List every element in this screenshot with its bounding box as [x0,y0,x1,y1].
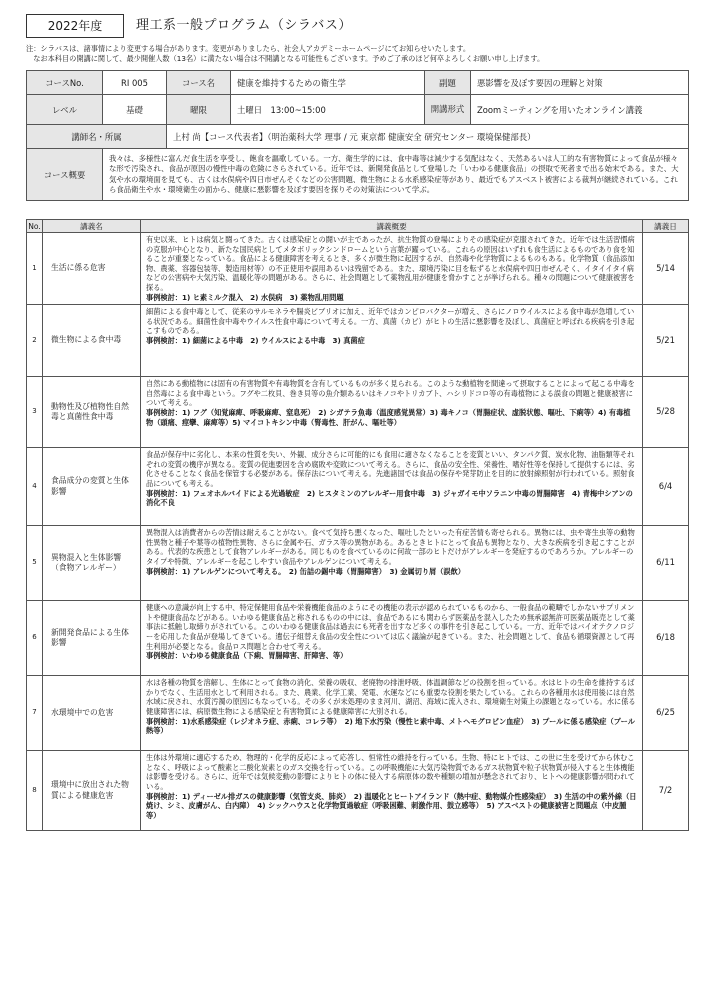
lecture-row [27,526,689,601]
note-line: 注：シラバスは、諸事情により変更する場合があります。変更がありましたら、社会人アカデミーホームページにてお知らせいたします。 [26,44,471,53]
lecture-overview [141,448,643,526]
year-label: 2022年度 [26,14,124,38]
lecture-title: 異物混入と生体影響（食物アレルギー） [43,526,141,601]
lecture-no: 8 [27,751,43,831]
course-format: Zoomミーティングを用いたオンライン講義 [471,95,689,125]
lecture-row [27,377,689,448]
lecture-title: 新開発食品による生体影響 [43,601,141,676]
lecture-row [27,305,689,377]
lecture-text: 異物混入は消費者からの苦情は耐えることがない。食べて気持ち悪くなった、嘔吐したといった有症苦情も寄せられる。異物には、虫や寄生虫等の動物性異物と種子や葉等の植物性異物、さらに金属や石、ガラス等の異物がある。あるときヒトにとって食品も異物となり、大きな疾病を引き起こすことがある。代表的な疾患として食物アレルギーがある。同じものを食べているのに何故一部のヒトだけがアレルギーを発症するのであろうか。アレルギーのタイプや特徴、アレルギーを起こしやすい食品やアレルゲンについて考える。 [146,528,635,566]
lecture-title: 動物性及び植物性自然毒と真菌性食中毒 [43,377,141,448]
lecture-cases: 事例検討：1) フグ（知覚麻痺、呼吸麻痺、窒息死） 2) シガテラ魚毒（温度感覚異常）3) 毒キノコ（胃腸症状、虚脱状態、嘔吐、下痢等）4) 有毒植物（頭痛、痙攣、麻痺等）5) マイコトキシン中毒（腎毒性、肝がん、嘔吐等） [146,407,631,427]
lecture-text: 食品が保存中に劣化し、本来の性質を失い、外観、成分さらに可能的にも食用に適さなくなることを変質といい、タンパク質、炭水化物、油脂類等それぞれの変質の機序が異なる。変質の促進要因を含め腐敗や変敗について考える。さらに、食品の安全性、栄養性、嗜好性等を保持して提供するには、劣化させることなく食品を保管する必要がある。保存法について考える。先進諸国では食品の保存や発芽防止を目的に放射線照射が行われている。照射食品についても考える。 [146,450,635,488]
course-day: 土曜日 13:00~15:00 [231,95,425,125]
notes [26,44,690,64]
no-header: No. [28,221,41,231]
lecture-title: 水環境中での危害 [43,676,141,751]
lecture-cases: 事例検討：いわゆる健康食品（下痢、胃腸障害、肝障害、等） [146,651,348,661]
lecture-title: 環境中に放出された物質による健康危害 [43,751,141,831]
lecture-row [27,676,689,751]
lecture-title: 微生物による食中毒 [43,305,141,377]
lecture-date: 6/18 [643,601,689,676]
lecture-no: 1 [27,233,43,305]
instructor-label: 講師名・所属 [27,125,167,149]
lecture-text: 水は各種の物質を溶解し、生体にとって食物の消化、栄養の吸収、老廃物の排泄呼吸、体温調節などの役割を担っている。水はヒトの生命を維持するばかりでなく、生活用水として利用される。また、農業、化学工業、発電、水運などにも重要な役割を果たしている。これらの各種用水は使用後には自然水域に戻され、水質汚濁の原因にもなっている。その多くが未処理のまま河川、湖沼、海域に流入され、環境衛生対策上の課題となっている。水に係る健康障害には、病原微生物による感染症と有害物質による健康障害に大別される。 [146,678,636,716]
lecture-row [27,751,689,831]
lecture-date: 6/25 [643,676,689,751]
format-label: 開講形式 [425,95,471,125]
lecture-cases: 事例検討：1)水系感染症（レジオネラ症、赤痢、コレラ等） 2) 地下水汚染（慢性ヒ素中毒、メトヘモグロビン血症） 3) プールに係る感染症（プール熱等） [146,716,635,736]
lecture-no: 2 [27,305,43,377]
lecture-overview [141,601,643,676]
lecture-overview [141,233,643,305]
course-name: 健康を維持するための衛生学 [231,71,425,95]
lecture-cases: 事例検討：1) ヒ素ミルク混入 2) 水俣病 3) 薬物乱用問題 [146,292,344,302]
overview-header: 講義概要 [141,220,643,233]
lecture-no: 5 [27,526,43,601]
lecture-overview [141,305,643,377]
lecture-date: 7/2 [643,751,689,831]
lecture-date: 5/14 [643,233,689,305]
lecture-text: 健康への意識が向上する中、特定保健用食品や栄養機能食品のようにその機能の表示が認められているものから、一般食品の範疇でしかないサプリメントや健康食品などがある。いわゆる健康食品と称されるものの中には、食品であるにも関わらず医薬品を混入したため無承認無許可医薬品販売として薬事法に抵触し取締りがされている。このいわゆる健康食品は過去にも死者を出すなど多くの事件を引き起こしている。一方、近年ではバイオテクノロジーを応用した食品が登場してきている。遺伝子組替え食品の安全性については広く議論が起きている。また、社会問題として、食品も循環資源として再生利用が必要となる。食品ロス問題と合わせて考える。 [146,603,635,651]
lecture-cases: 事例検討：1) アレルゲンについて考える。 2) 缶詰の錫中毒（胃腸障害） 3) 金属切り屑（誤飲） [146,566,465,576]
course-subtitle: 悪影響を及ぼす要因の理解と対策 [471,71,689,95]
lecture-no: 3 [27,377,43,448]
instructor: 上村 尚【コース代表者】（明治薬科大学 理事 / 元 東京都 健康安全 研究センター 環境保健部長） [167,125,689,149]
lecture-no: 6 [27,601,43,676]
lecture-cases: 事例検討：1) ディーゼル排ガスの健康影響（気管支炎、肺炎） 2) 温暖化とヒートアイランド（熱中症、動物媒介性感染症） 3) 生活の中の紫外線（日焼け、シミ、皮膚がん、白内障） 4) シックハウスと化学物質過敏症（呼吸困難、刺激作用、鼓立感等） 5) アスベストの健康被害と問題点（中皮腫等） [146,791,637,820]
course-overview: 我々は、多様性に富んだ食生活を享受し、飽食を謳歌している。一方、衛生学的には、食中毒等は減少する気配はなく、天然あるいは人工的な有害物質によって食品が様々な形で汚染され、食品が原因の慢性中毒の危険にさらされている。近年では、新開発食品として登場した「いわゆる健康食品」の摂取で死者まで出る始末である。また、大気や水の環境面を見ても、古くは水俣病や四日市ぜんそくなどの公害問題、微生物による水系感染症等があり、最近でもアスベスト被害による裁判が継続されている。これら食品衛生や水・環境衛生の面から、健康に悪影響を及ぼす要因を探りその対策法について学ぶ。 [103,149,689,201]
lecture-cases: 事例検討：1) フェオホルバイドによる光過敏症 2) ヒスタミンのアレルギー用食中毒 3) ジャガイモ中ソラニン中毒の胃腸障害 4) 青梅中シアンの消化不良 [146,488,633,508]
lecture-overview [141,526,643,601]
note-line: なお本科目の開講に関して、最少開催人数（13名）に満たない場合は不開講となる可能性もございます。予めご了承のほど何卒よろしくお願い申し上げます。 [26,54,545,63]
lecture-date: 6/4 [643,448,689,526]
overview-label: コース概要 [27,149,103,201]
lecture-date: 6/11 [643,526,689,601]
lecture-text: 生体は外環境に適応するため、物理的・化学的反応によって応答し、恒常性の維持を行っている。生物、特にヒトでは、この世に生を受けてから休むことなく、呼吸によって酸素と二酸化炭素とのガス交換を行っている。この呼吸機能に大気汚染物質であるガス状物質や粒子状物質が侵入すると生体機能は影響を受ける。さらに、近年では気候変動の影響によりヒトの体に侵入する病原体の数や種類の増加が懸念されており、ヒトへの健康影響が問われている。 [146,753,635,791]
course-no-label: コースNo. [27,71,103,95]
lecture-row [27,233,689,305]
lecture-row [27,448,689,526]
subtitle-label: 副題 [425,71,471,95]
lecture-cases: 事例検討：1) 細菌による中毒 2) ウイルスによる中毒 3) 真菌症 [146,335,365,345]
date-header: 講義日 [643,220,689,233]
day-label: 曜限 [167,95,231,125]
schedule-table [26,219,689,831]
course-no: RI 005 [103,71,167,95]
level-label: レベル [27,95,103,125]
lecture-date: 5/21 [643,305,689,377]
document-title: 理工系一般プログラム（シラバス） [136,18,352,33]
course-name-label: コース名 [167,71,231,95]
lecture-title: 生活に係る危害 [43,233,141,305]
lecture-text: 有史以来、ヒトは病気と闘ってきた。古くは感染症との闘いが主であったが、抗生物質の登場によりその感染症が克服されてきた。近年では生活習慣病の克服が中心となり、新たな国民病としてメタボリックシンドロームという言葉が躍っている。これらの原因はいずれも食生活によるものであり食を知ることが重要となっている。食品による健康障害を考えるとき、多くが微生物に起因するが、自然毒や化学物質によるものもある。化学物質（食品添加物、農薬、容器包装等、製造用材等）の不正使用や誤用あるいは残留である。また、環境汚染に目を転ずると水俣病や四日市ぜんそく、イタイイタイ病などの公害病や大気汚染、温暖化等の問題がある。さらに、社会問題として薬物乱用が健康を脅かすことが挙げられる。種々の問題について健康被害を探る。 [146,235,635,292]
lecture-no: 4 [27,448,43,526]
lecture-overview [141,377,643,448]
lecture-title: 食品成分の変質と生体影響 [43,448,141,526]
header [26,14,686,38]
lecture-text: 細菌による食中毒として、従来のサルモネラや腸炎ビブリオに加え、近年ではカンピロバクターが増え、さらにノロウイルスによる食中毒が急増している状況である。細菌性食中毒やウイルス性食中毒について考える。一方、真菌（カビ）がヒトの生活に悪影響を及ぼし、真菌症と呼ばれる疾病を引き起こすものである。 [146,307,635,336]
lecture-date: 5/28 [643,377,689,448]
course-level: 基礎 [103,95,167,125]
lecture-no: 7 [27,676,43,751]
title-header: 講義名 [43,220,141,233]
lecture-overview [141,751,643,831]
course-info-table [26,70,689,201]
lecture-overview [141,676,643,751]
lecture-text: 自然にある動植物には固有の有害物質や有毒物質を含有しているものが多く見られる。このような動植物を間違って摂取することによって起こる中毒を自然毒による食中毒という。フグや二枚貝、巻き貝等の魚介類あるいはキノコやトリカブト、ハシリドコロ等の有毒植物による誤食の問題と健康被害について考える。 [146,379,635,408]
lecture-row [27,601,689,676]
